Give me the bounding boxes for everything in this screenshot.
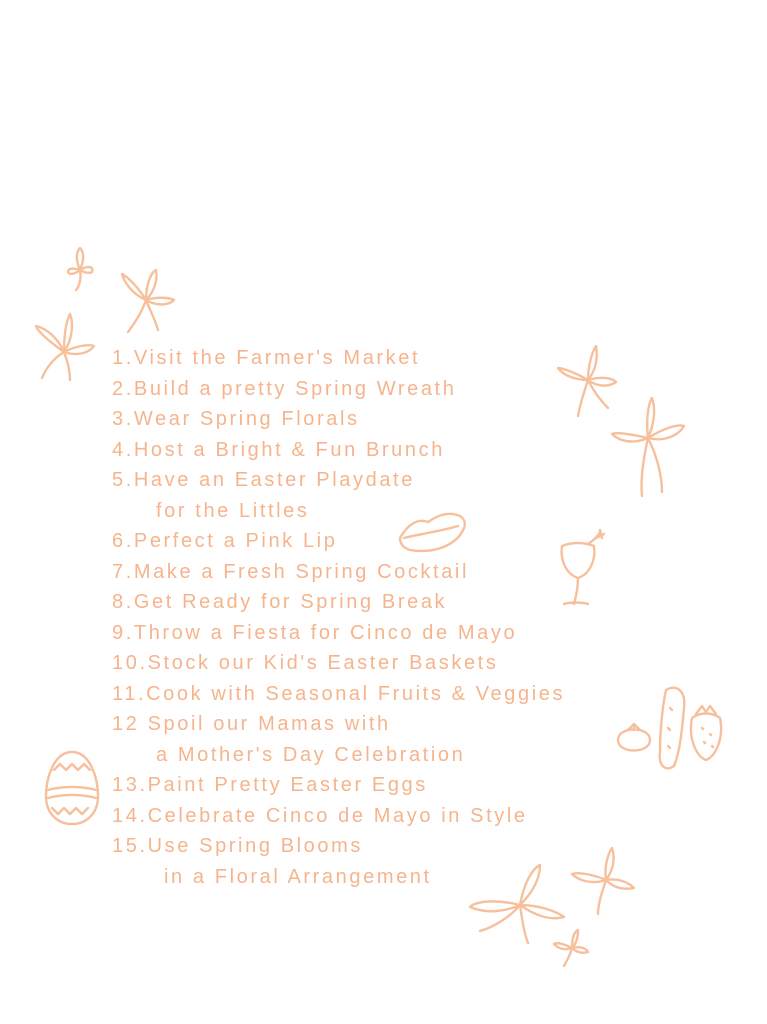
list-item-text: 9.Throw a Fiesta for Cinco de Mayo bbox=[112, 621, 518, 644]
list-item bbox=[112, 587, 672, 618]
list-item-continuation: for the Littles bbox=[156, 499, 310, 522]
list-item bbox=[112, 709, 672, 770]
list-item bbox=[112, 618, 672, 649]
list-item-text: 8.Get Ready for Spring Break bbox=[112, 591, 448, 613]
list-item-continuation: a Mother's Day Celebration bbox=[156, 743, 466, 766]
list-item-text: 4.Host a Bright & Fun Brunch bbox=[112, 438, 445, 461]
list-item bbox=[112, 770, 672, 801]
list-item-text: 10.Stock our Kid's Easter Baskets bbox=[112, 652, 499, 674]
list-item bbox=[112, 435, 672, 466]
list-item-text: 14.Celebrate Cinco de Mayo in Style bbox=[112, 804, 528, 827]
strawberry-icon bbox=[691, 706, 721, 760]
list-item-text: 5.Have an Easter Playdate bbox=[112, 469, 415, 491]
list-item-text: 13.Paint Pretty Easter Eggs bbox=[112, 774, 428, 796]
list-item-text: 12 Spoil our Mamas with bbox=[112, 713, 391, 735]
todo-list bbox=[112, 343, 672, 892]
list-item bbox=[112, 404, 672, 435]
list-item-continuation: in a Floral Arrangement bbox=[164, 865, 432, 888]
flower-icon bbox=[36, 314, 94, 380]
list-item bbox=[112, 679, 672, 710]
list-item-text: 3.Wear Spring Florals bbox=[112, 408, 360, 430]
hand-lettered-title bbox=[0, 0, 767, 300]
list-item-text: 7.Make a Fresh Spring Cocktail bbox=[112, 560, 470, 583]
flower-icon bbox=[554, 930, 588, 966]
list-item bbox=[112, 557, 672, 588]
list-item bbox=[112, 831, 672, 892]
list-item bbox=[112, 343, 672, 374]
list-item bbox=[112, 526, 672, 557]
list-item-text: 1.Visit the Farmer's Market bbox=[112, 347, 421, 369]
list-item bbox=[112, 648, 672, 679]
easter-egg-icon bbox=[46, 752, 98, 824]
list-item bbox=[112, 465, 672, 526]
list-item bbox=[112, 374, 672, 405]
list-item-text: 6.Perfect a Pink Lip bbox=[112, 530, 338, 552]
list-item bbox=[112, 801, 672, 832]
list-item-text: 11.Cook with Seasonal Fruits & Veggies bbox=[112, 682, 566, 705]
list-item-text: 2.Build a pretty Spring Wreath bbox=[112, 377, 457, 400]
list-item-text: 15.Use Spring Blooms bbox=[112, 835, 363, 857]
